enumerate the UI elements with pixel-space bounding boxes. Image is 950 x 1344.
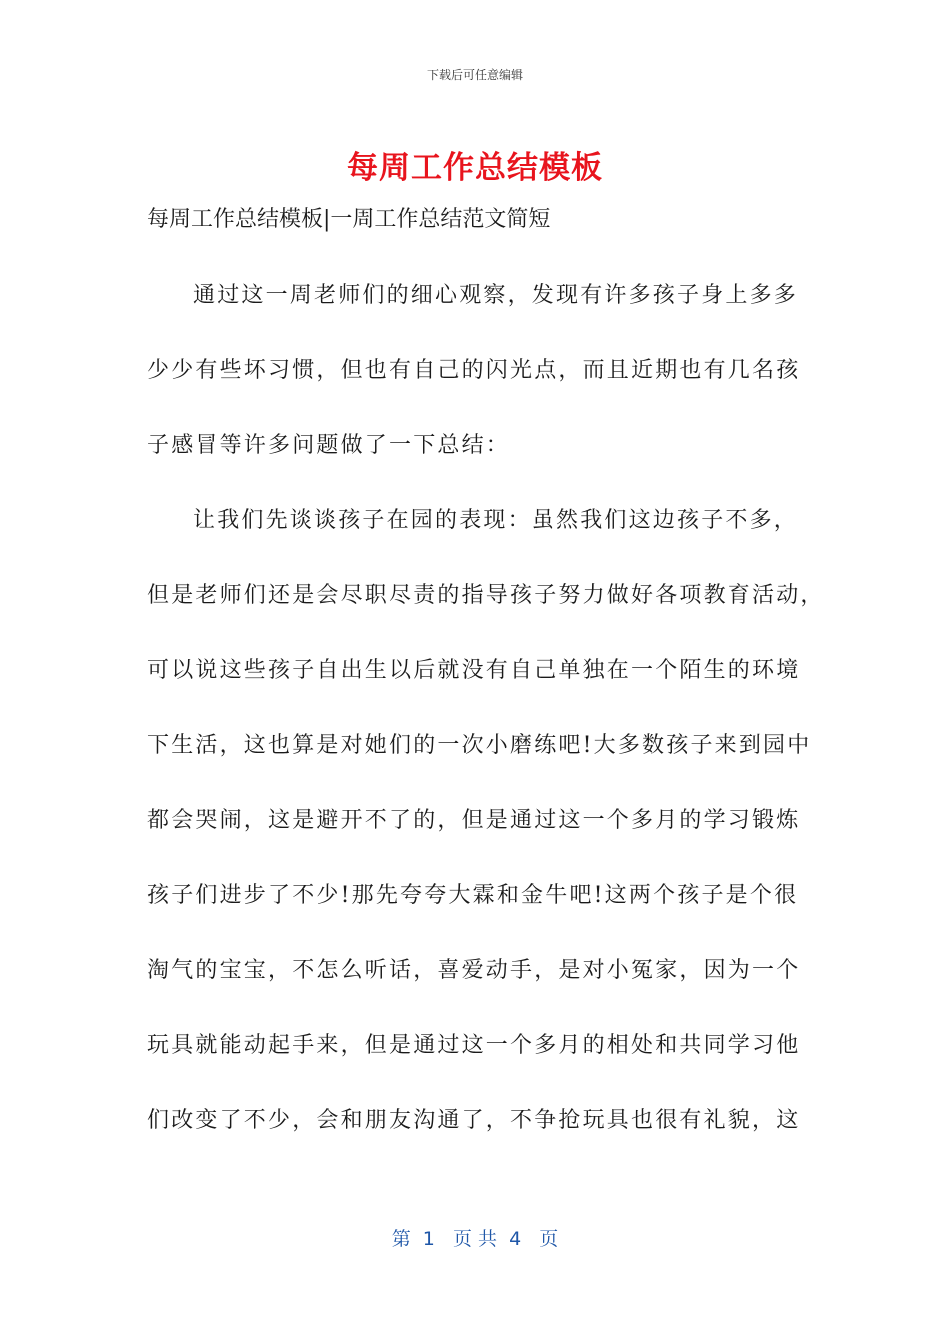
paragraph-line: 们改变了不少，会和朋友沟通了，不争抢玩具也很有礼貌，这 (147, 1108, 801, 1133)
paragraph-line: 可以说这些孩子自出生以后就没有自己单独在一个陌生的环境 (147, 658, 801, 683)
paragraph-line: 孩子们进步了不少!那先夸夸大霖和金牛吧!这两个孩子是个很 (147, 883, 799, 908)
paragraph-line: 但是老师们还是会尽职尽责的指导孩子努力做好各项教育活动， (147, 583, 825, 608)
body-text (147, 274, 825, 1174)
header-note: 下载后可任意编辑 (426, 68, 523, 82)
document-title: 每周工作总结模板 (347, 150, 603, 186)
paragraph-line: 子感冒等许多问题做了一下总结： (147, 433, 511, 458)
paragraph-line: 都会哭闹，这是避开不了的，但是通过这一个多月的学习锻炼 (147, 808, 801, 833)
paragraph-line: 通过这一周老师们的细心观察，发现有许多孩子身上多多 (193, 283, 799, 308)
paragraph-line: 少少有些坏习惯，但也有自己的闪光点，而且近期也有几名孩 (147, 358, 801, 383)
page-number-footer: 第 1 页 共 4 页 (391, 1228, 559, 1250)
paragraph-line: 玩具就能动起手来，但是通过这一个多月的相处和共同学习他 (147, 1033, 801, 1058)
document-subtitle: 每周工作总结模板|一周工作总结范文简短 (147, 207, 551, 232)
paragraph-line: 让我们先谈谈孩子在园的表现：虽然我们这边孩子不多， (193, 508, 799, 533)
paragraph-line: 淘气的宝宝，不怎么听话，喜爱动手，是对小冤家，因为一个 (147, 958, 801, 983)
paragraph-line: 下生活，这也算是对她们的一次小磨练吧!大多数孩子来到园中 (147, 733, 812, 758)
